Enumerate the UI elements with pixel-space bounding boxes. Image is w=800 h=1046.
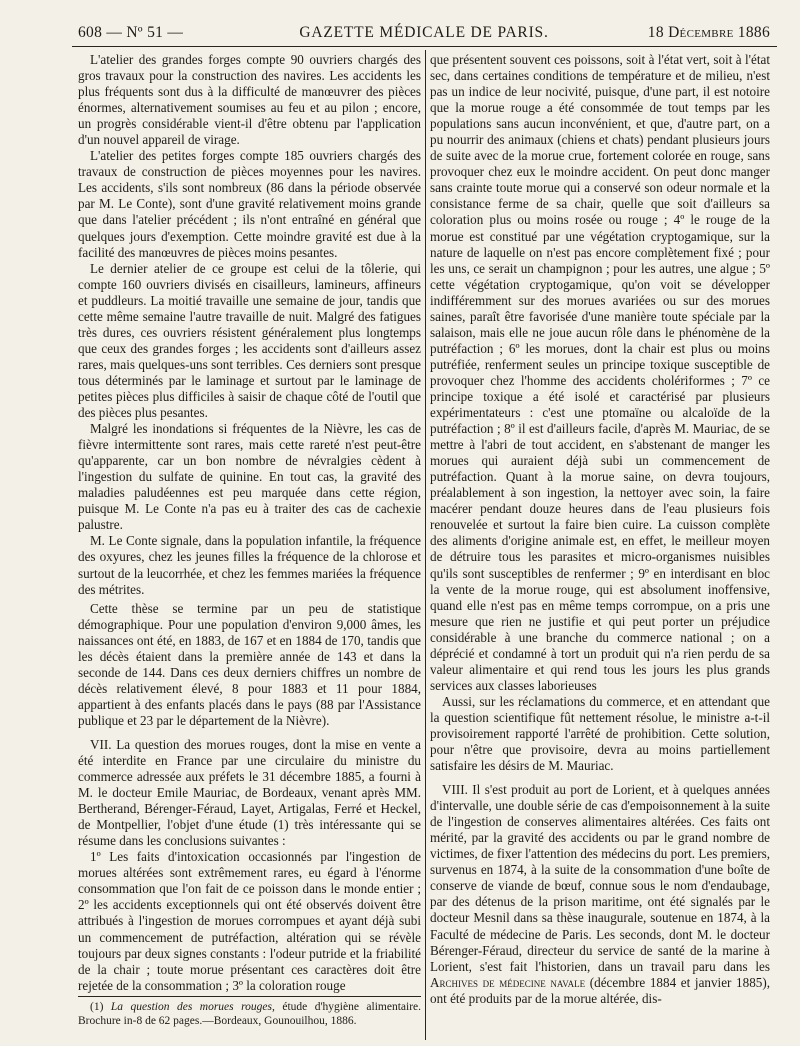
paragraph: Malgré les inondations si fréquentes de la Nièvre, les cas de fièvre intermittente sont rares, mais cette rareté n'est peut-être qu'apparente, car un bon nombre de névralgies cèdent à l'ingestion du sulfate de quinine. En tout cas, la gravité des maladies paludéennes est peu marquée dans cette région, puisque M. Le Conte n'a pas eu à traiter des cas de cachexie palustre. [78,421,421,533]
right-column [430,52,770,1007]
date-day: 18 [647,24,664,41]
section-viii-paragraph [430,782,770,1007]
header-rule [72,46,777,47]
footnote-title: La question des morues rouges, [110,1000,275,1013]
page-header [78,18,770,42]
footnote-text: étude d'hygiène alimentaire. Brochure in-8 de 62 pages.—Bordeaux, Gounouilhou, 1886. [78,1000,422,1028]
footnote [78,1000,421,1029]
column-divider [425,50,426,1040]
issue-date [620,24,770,42]
paragraph: L'atelier des grandes forges compte 90 ouvriers chargés des gros travaux pour la construction des navires. Les accidents les plus fréquents sont dus à la difficulté de manœuvrer des pièces énormes, alternativement soumises au feu et au pilon ; encore, un progrès considérable vient-il d'être obtenu par l'application d'un nouvel appareil de virage. [78,52,421,148]
conclusions-paragraph: 1º Les faits d'intoxication occasionnés par l'ingestion de morues altérées sont extrêmement rares, eu égard à l'énorme consommation que l'on fait de ce poisson dans le monde entier ; 2º les accidents exceptionnels qui ont été observés doivent être attribués à l'ingestion de morues corrompues et ayant déjà subi un commencement de putréfaction, altération qui se révèle toujours par deux signes constants : l'odeur putride et la friabilité de la chair ; toute morue présentant ces caractères doit être rejetée de la consommation ; 3º la coloration rouge [78,849,421,993]
date-year: 1886 [737,24,770,41]
header-page-issue [78,24,228,42]
footnote-rule [78,996,421,997]
footnote-marker: (1) [90,1000,104,1013]
section-vii-paragraph: VII. La question des morues rouges, dont la mise en vente a été interdite en France par une circulaire du ministre du commerce adressée aux préfets le 31 décembre 1885, a fourni à M. le docteur Emile Mauriac, de Bordeaux, venant après MM. Bertherand, Bérenger-Féraud, Layet, Artigalas, Ferré et Heckel, de Montpellier, l'objet d'une étude (1) très intéressante qui se résume dans les conclusions suivantes : [78,736,421,849]
paragraph-continued: que présentent souvent ces poissons, soit à l'état vert, soit à l'état sec, dans certaines conditions de température et de milieu, n'est pas un indice de leur nocivité, puisque, d'une part, il est notoire que la morue rouge a été consommée de tout temps par les populations sans aucun inconvénient, et que, d'autre part, on a pu nourrir des animaux (chiens et chats) pendant plusieurs jours de suite avec de la morue crue, fortement colorée en rouge, sans provoquer chez eux le moindre accident. On peut donc manger sans crainte toute morue qui a conservé son odeur normale et la consistance ferme de sa chair, quelle que soit d'ailleurs sa coloration plus ou moins rosée ou rouge ; 4º le rouge de la morue est constitué par une végétation cryptogamique, sur la nature de laquelle on n'est pas encore complètement fixé ; pour les uns, ce serait un champignon ; pour les autres, une algue ; 5º cette végétation cryptogamique, qu'on voit se développer indifféremment sur des morues avariées ou sur des morues saines, paraît être favorisée d'une manière toute spéciale par la salaison, mais elle ne joue aucun rôle dans le phénomène de la putréfaction ; 6º les morues, dont la chair est plus ou moins putréfiée, renferment seules un principe toxique susceptible de provoquer chez l'homme des accidents cholériformes ; 7º ce principe toxique a été isolé et caractérisé par plusieurs expérimentateurs : c'est une ptomaïne ou alcaloïde de la putréfaction ; 8º il est d'ailleurs facile, d'après M. Mauriac, de se mettre à l'abri de tout accident, en s'abstenant de manger les morues qui auraient déjà subi un commencement de putréfaction. Quant à la morue saine, on devra toujours, préalablement à son ingestion, la nettoyer avec soin, la faire macérer pendant douze heures dans de l'eau plusieurs fois renouvelée et surtout la faire bien cuire. La cuisson complète des aliments d'origine animale est, en effet, le meilleur moyen de détruire tous les parasites et micro-organismes nuisibles qu'ils sont susceptibles de renfermer ; 9º en interdisant en bloc la vente de la morue rouge, qui est absolument inoffensive, quand elle n'est pas en même temps corrompue, on a pris une mesure que rien ne justifie et qui peut porter un préjudice considérable à une branche du commerce national ; on a déprécié et condamné à tort un produit qui n'a rien perdu de sa valeur alimentaire et qui rend tous les jours les plus grands services aux classes laborieuses [430,52,770,693]
page-number: 608 [78,24,103,41]
section-viii-text: VIII. Il s'est produit au port de Lorient, et à quelques années d'intervalle, une double série de cas d'empoisonnement à la suite de l'ingestion de conserves alimentaires altérées. Ces faits ont mérité, par la gravité des accidents ou par le grand nombre de victimes, de fixer l'attention des médecins du port. Les premiers, survenus en 1874, à la suite de la consommation d'une boîte de conserve de viande de bœuf, connue sous le nom d'endaubage, par des détenus de la prison maritime, ont été signalés par le docteur Mesnil dans sa thèse inaugurale, soutenue en 1874, à la Faculté de médecine de Paris. Les seconds, dont M. le docteur Bérenger-Féraud, directeur du service de santé de la marine à Lorient, s'est fait l'historien, dans un travail paru dans les [430,782,770,974]
issue-number: — Nº 51 — [106,24,184,41]
paragraph: Cette thèse se termine par un peu de statistique démographique. Pour une population d'environ 9,000 âmes, les naissances ont été, en 1883, de 167 et en 1884 de 170, tandis que les décès étaient dans la première année de 143 et dans la seconde de 144. Dans ces deux derniers chiffres un nombre de décès relativement élevé, 8 pour 1883 et 11 pour 1884, appartient à des enfants placés dans le pays (88 par l'Assistance publique et 23 par le département de la Nièvre). [78,600,421,728]
journal-reference: Archives de médecine navale [430,974,586,990]
paragraph: Le dernier atelier de ce groupe est celui de la tôlerie, qui compte 160 ouvriers divisés en cisailleurs, lamineurs, affineurs et puddleurs. La moitié travaille une semaine de jour, tandis que cette même semaine l'autre travaille de nuit. Malgré des fatigues très dures, ces ouvriers résistent généralement plus longtemps que ceux des grandes forges ; les accidents sont d'ailleurs assez rares, mais quelques-uns sont terribles. Ces derniers sont presque tous déterminés par le laminage et surtout par le laminage de petites pièces plus difficiles à saisir de chaque côté de l'outil que des pièces plus pesantes. [78,260,421,421]
paragraph: Aussi, sur les réclamations du commerce, et en attendant que la question scientifique fût nettement résolue, le ministre a-t-il provisoirement rapporté l'arrêté de prohibition. Cette solution, pour n'être que provisoire, devra au moins partiellement satisfaire les désirs de M. Mauriac. [430,693,770,774]
paragraph: L'atelier des petites forges compte 185 ouvriers chargés des travaux de construction de pièces moyennes pour les navires. Les accidents, s'ils sont nombreux (86 dans la période observée par M. Le Conte), sont d'une gravité relativement moins grande que dans l'atelier précédent ; ils n'ont entraîné en général que quelques jours d'exemption. Cette moindre gravité est due à la facilité des manœuvres de pièces moins pesantes. [78,148,421,260]
section-viii-text-end: (décembre 1884 et janvier 1885), ont été produits par de la morue altérée, dis- [430,974,770,1006]
date-month: Décembre [668,24,734,41]
journal-title: GAZETTE MÉDICALE DE PARIS. [299,24,549,41]
paragraph: M. Le Conte signale, dans la population infantile, la fréquence des oxyures, chez les jeunes filles la fréquence de la chlorose et surtout de la leucorrhée, et chez les femmes mariées la fréquence des métrites. [78,533,421,597]
left-column [78,52,421,1029]
